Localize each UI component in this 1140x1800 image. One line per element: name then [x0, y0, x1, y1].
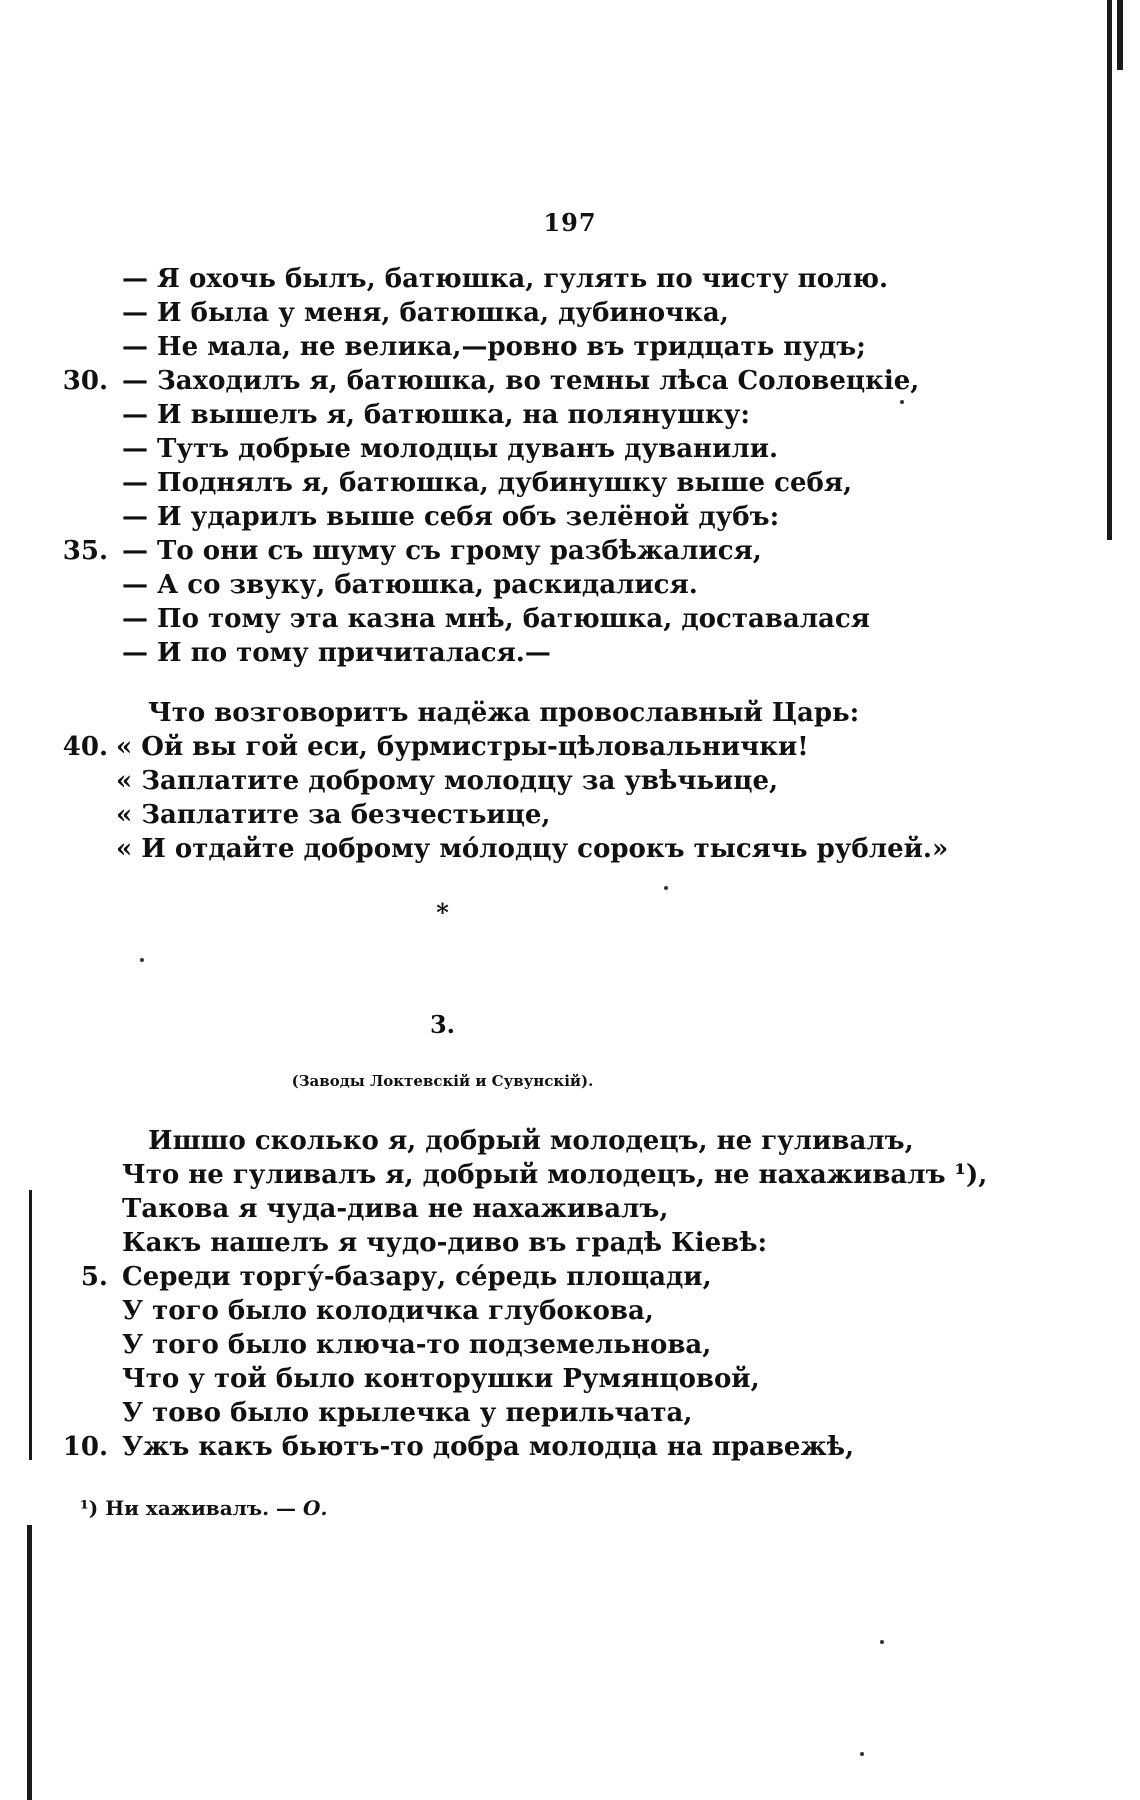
- line-text: — И была у меня, батюшка, дубиночка,: [122, 298, 729, 328]
- scan-edge-rule-left: [29, 1190, 32, 1460]
- scan-speck: [140, 958, 144, 962]
- line-text: Середи торгу́-базару, се́редь площади,: [122, 1262, 712, 1292]
- scan-edge-rule-left-lower: [27, 1525, 32, 1800]
- scan-edge-mark: [1117, 0, 1123, 70]
- line-text: У того было колодичка глубокова,: [122, 1296, 654, 1326]
- line-number: 30.: [62, 366, 108, 396]
- section-number: 3.: [429, 1010, 456, 1039]
- page-number: 197: [543, 208, 597, 237]
- line-text: — Я охочь былъ, батюшка, гулять по чисту полю.: [122, 264, 889, 294]
- line-text: — То они съ шуму съ грому разбѣжалися,: [122, 536, 762, 566]
- line-text: — И вышелъ я, батюшка, на полянушку:: [122, 400, 751, 430]
- line-text: — Заходилъ я, батюшка, во темны лѣса Соловецкіе,: [122, 366, 920, 396]
- line-text: Такова я чуда-дива не нахаживалъ,: [122, 1194, 669, 1224]
- line-text: Какъ нашелъ я чудо-диво въ градѣ Кіевѣ:: [122, 1228, 768, 1258]
- scan-edge-rule-right: [1107, 0, 1112, 540]
- footnote-source: О.: [303, 1496, 328, 1520]
- line-text: Ишшо сколько я, добрый молодецъ, не гуливалъ,: [148, 1126, 914, 1156]
- line-text: — А со звуку, батюшка, раскидалися.: [122, 570, 698, 600]
- line-number: 35.: [62, 536, 108, 566]
- line-text: У тово было крылечка у перильчата,: [122, 1398, 693, 1428]
- scan-speck: [880, 1640, 884, 1644]
- line-text: — И по тому причиталася.—: [122, 638, 551, 668]
- line-text: — Не мала, не велика,—ровно въ тридцать пудъ;: [122, 332, 866, 362]
- line-text: — Тутъ добрые молодцы дуванъ дуванили.: [122, 434, 779, 464]
- footnote-text: Ни хаживалъ. —: [105, 1496, 297, 1520]
- line-text: « Заплатите за безчестьице,: [116, 800, 551, 830]
- line-text: — По тому эта казна мнѣ, батюшка, доставалася: [122, 604, 870, 634]
- line-text: Что не гуливалъ я, добрый молодецъ, не нахаживалъ ¹),: [122, 1160, 988, 1190]
- scan-speck: [664, 886, 668, 890]
- line-number: 40.: [62, 732, 108, 762]
- line-text: Что возговоритъ надёжа провославный Царь:: [148, 698, 860, 728]
- scan-speck: [900, 400, 904, 404]
- footnote-marker: ¹): [80, 1496, 99, 1520]
- line-text: « И отдайте доброму мóлодцу сорокъ тысячь рублей.»: [116, 834, 949, 864]
- line-text: « Заплатите доброму молодцу за увѣчьице,: [116, 766, 779, 796]
- line-text: У того было ключа-то подземельнова,: [122, 1330, 712, 1360]
- footnote: [80, 1496, 327, 1520]
- line-text: « Ой вы гой еси, бурмистры-цѣловальнички!: [116, 732, 809, 762]
- line-number: 10.: [62, 1432, 108, 1462]
- line-text: Что у той было конторушки Румянцовой,: [122, 1364, 760, 1394]
- section-subtitle: (Заводы Локтевскій и Сувунскій).: [291, 1072, 594, 1090]
- line-text: — Поднялъ я, батюшка, дубинушку выше себя,: [122, 468, 853, 498]
- scan-speck: [860, 1752, 864, 1756]
- line-number: 5.: [80, 1262, 108, 1292]
- section-separator: *: [436, 898, 449, 927]
- line-text: — И ударилъ выше себя объ зелёной дубъ:: [122, 502, 780, 532]
- line-text: Ужъ какъ бьютъ-то добра молодца на правежѣ,: [122, 1432, 855, 1462]
